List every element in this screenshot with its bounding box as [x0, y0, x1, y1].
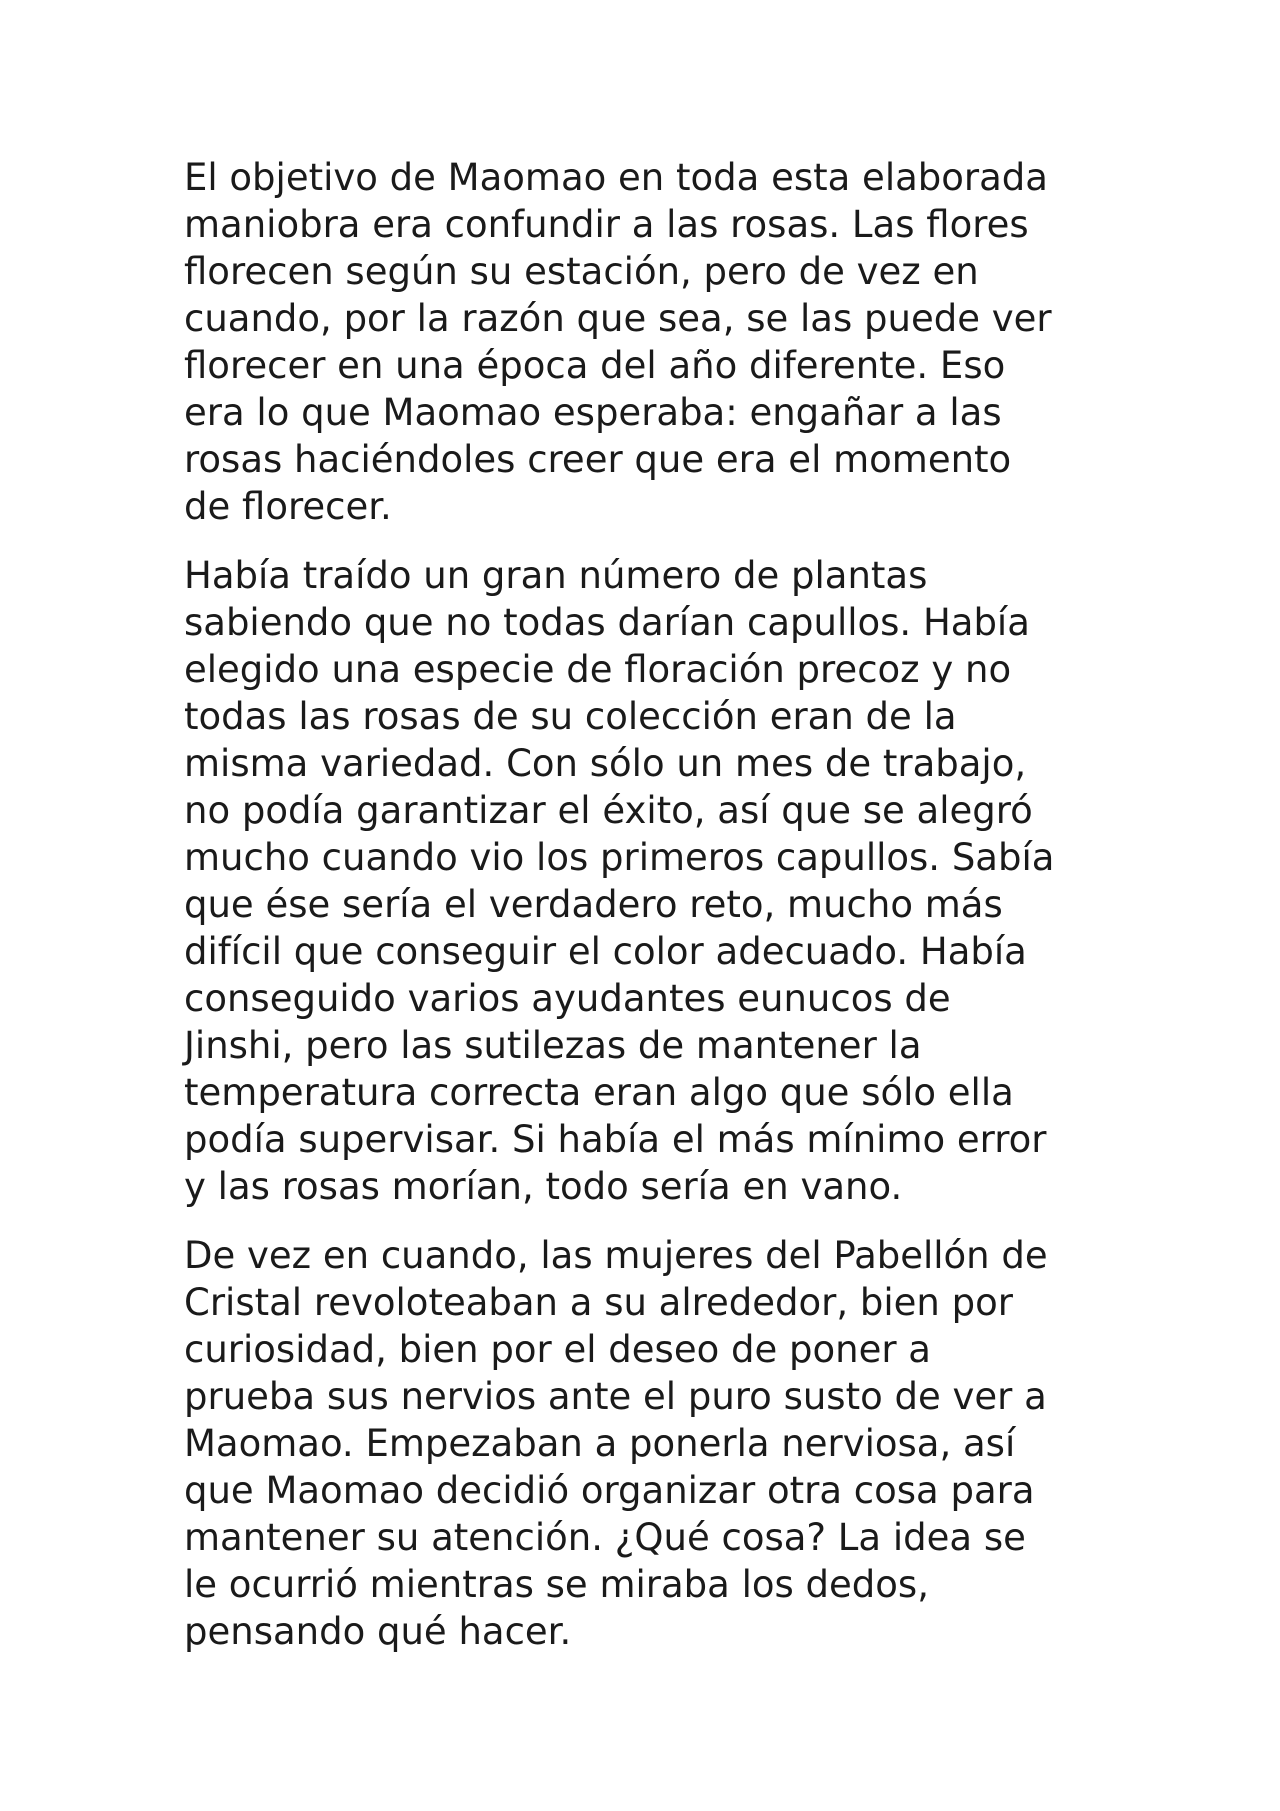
- paragraph-1: El objetivo de Maomao en toda esta elaborada maniobra era confundir a las rosas. Las flores florecen según su estación, pero de vez en cuando, por la razón que sea, se las puede ver florecer en una época del año diferente. Eso era lo que Maomao esperaba: engañar a las rosas haciéndoles creer que era el momento de florecer.: [184, 156, 1052, 528]
- paragraph-2: Había traído un gran número de plantas sabiendo que no todas darían capullos. Había elegido una especie de floración precoz y no todas las rosas de su colección eran de la misma variedad. Con sólo un mes de trabajo, no podía garantizar el éxito, así que se alegró mucho cuando vio los primeros capullos. Sabía que ése sería el verdadero reto, mucho más difícil que conseguir el color adecuado. Había conseguido varios ayudantes eunucos de Jinshi, pero las sutilezas de mantener la temperatura correcta eran algo que sólo ella podía supervisar. Si había el más mínimo error y las rosas morían, todo sería en vano.: [184, 554, 1055, 1208]
- document-page: [184, 154, 1124, 1677]
- paragraph-3: De vez en cuando, las mujeres del Pabellón de Cristal revoloteaban a su alrededor, bien por curiosidad, bien por el deseo de poner a prueba sus nervios ante el puro susto de ver a Maomao. Empezaban a ponerla nerviosa, así que Maomao decidió organizar otra cosa para mantener su atención. ¿Qué cosa? La idea se le ocurrió mientras se miraba los dedos, pensando qué hacer.: [184, 1234, 1048, 1653]
